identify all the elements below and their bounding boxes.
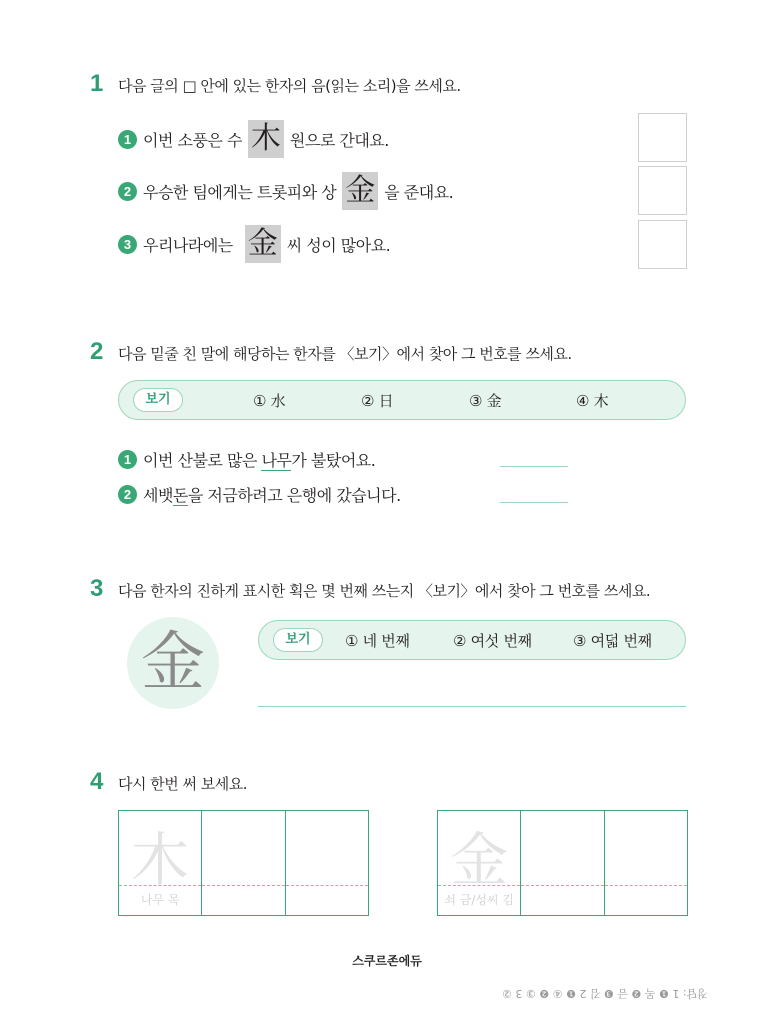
q2-number: 2 [90,338,104,365]
dashed-guide [202,885,284,886]
trace-hanja: 木 [131,826,190,894]
item-text-before: 우승한 팀에게는 트롯피와 상 [143,182,337,202]
upside-down-answers: 정답: 1 ❶ 목 ❷ 금 ❸ 김 2 ❶ ④ ❷ ③ 3 ② [502,987,708,1000]
q1-number: 1 [90,70,104,97]
underlined-word: 나무 [261,451,292,470]
text-before: 이번 산불로 많은 [143,451,262,470]
writing-cell[interactable] [520,811,603,915]
option-1: ① 水 [253,392,286,410]
option-3: ③ 金 [469,392,502,410]
item-text-before: 이번 소풍은 수 [143,130,242,150]
trace-hanja: 金 [450,826,509,894]
dashed-guide [605,885,687,886]
writing-grid-2 [437,810,688,916]
option-4: ④ 木 [576,392,609,410]
q1-instruction: 다음 글의 □ 안에 있는 한자의 음(읽는 소리)을 쓰세요. [118,77,461,95]
q2-choice-box [118,380,686,420]
choice-box-label: 보기 [133,388,183,412]
item-sentence [143,448,375,471]
writing-cell[interactable] [604,811,687,915]
q3-answer-line[interactable] [258,706,686,707]
trace-cell[interactable] [119,811,201,915]
hanja-box: 金 [342,172,378,210]
dashed-guide [438,885,520,886]
choice-box-label: 보기 [273,628,323,652]
text-after: 을 저금하려고 은행에 갔습니다. [187,486,401,505]
q3-number: 3 [90,575,104,602]
option-3: ③ 여덟 번째 [573,632,652,650]
hanja-box: 木 [248,120,284,158]
answer-box-3[interactable] [638,220,687,269]
item-number-badge: 1 [118,130,137,149]
item-text-before: 우리나라에는 [143,235,233,255]
item-number-badge: 2 [118,182,137,201]
q3-instruction: 다음 한자의 진하게 표시한 획은 몇 번째 쓰는지 〈보기〉에서 찾아 그 번호를 쓰세요. [118,582,651,600]
q2-instruction: 다음 밑줄 친 말에 해당하는 한자를 〈보기〉에서 찾아 그 번호를 쓰세요. [118,345,572,363]
q3-choice-box [258,620,686,660]
dashed-guide [119,885,201,886]
q2-item-2 [118,483,401,506]
hanja-box: 金 [245,225,281,263]
answer-box-2[interactable] [638,166,687,215]
q1-item-3 [118,225,390,263]
item-text-after: 을 준대요. [384,182,454,202]
writing-cell[interactable] [285,811,368,915]
option-1: ① 네 번째 [345,632,410,650]
trace-cell[interactable] [438,811,520,915]
q4-number: 4 [90,768,104,795]
writing-grid-1 [118,810,369,916]
option-2: ② 여섯 번째 [453,632,532,650]
item-text-after: 원으로 간대요. [289,130,389,150]
answer-box-1[interactable] [638,113,687,162]
writing-cell[interactable] [201,811,284,915]
hanja-reading: 쇠 금/성씨 김 [444,893,514,907]
item-number-badge: 1 [118,450,137,469]
q3-hanja: 金 [141,626,205,700]
answer-line-1[interactable] [500,466,568,467]
q3-hanja-circle [127,617,219,709]
answer-line-2[interactable] [500,502,568,503]
dashed-guide [521,885,603,886]
text-before: 세뱃 [143,486,173,505]
dashed-guide [286,885,368,886]
publisher-logo: 스쿠르존에듀 [352,954,422,968]
q4-instruction: 다시 한번 써 보세요. [118,775,247,793]
item-number-badge: 3 [118,235,137,254]
underlined-word: 돈 [172,486,188,505]
q1-item-2 [118,172,453,210]
option-2: ② 日 [361,392,394,410]
q2-item-1 [118,448,375,471]
item-number-badge: 2 [118,485,137,504]
hanja-reading: 나무 목 [140,893,180,907]
q1-item-1 [118,120,389,158]
text-after: 가 불탔어요. [291,451,376,470]
item-sentence [143,483,401,506]
item-text-after: 씨 성이 많아요. [286,235,391,255]
